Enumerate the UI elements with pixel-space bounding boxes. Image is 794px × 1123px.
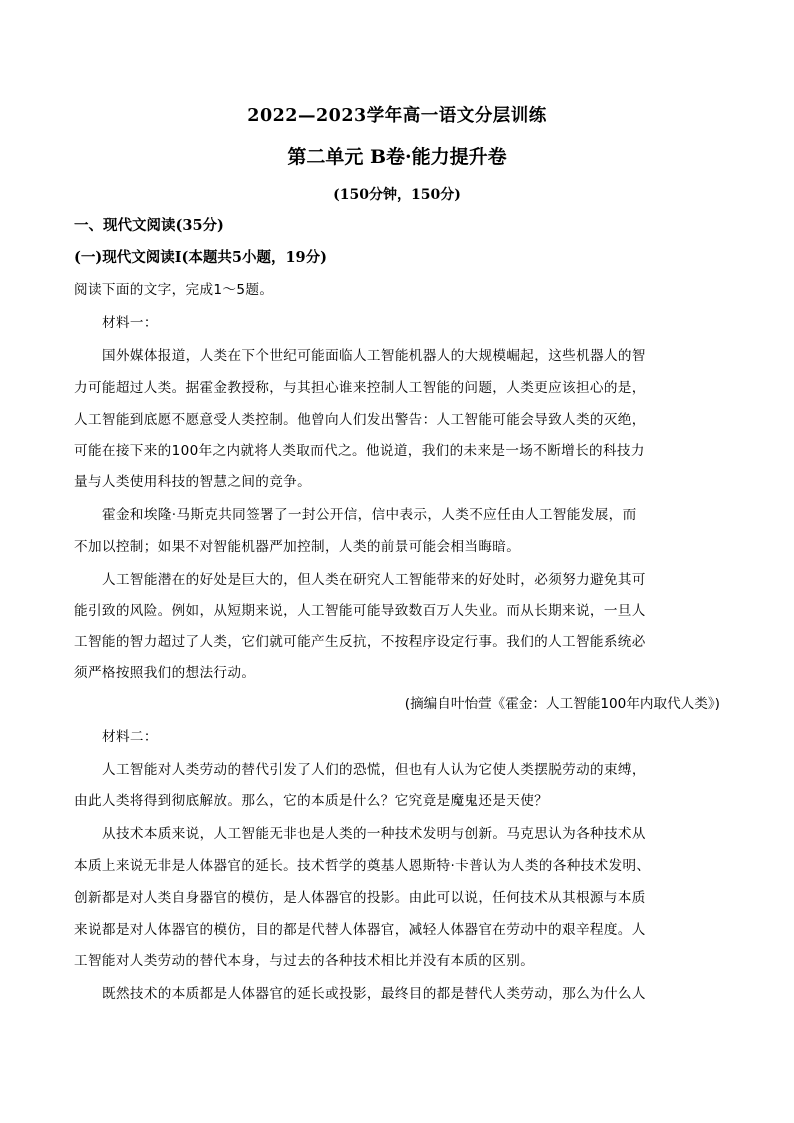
time-score: (150分钟，150分) — [333, 187, 461, 203]
paragraph-line: 不加以控制；如果不对智能机器严加控制，人类的前景可能会相当晦暗。 — [74, 539, 521, 555]
source-citation: (摘编自叶怡萱《霍金：人工智能100年内取代人类》) — [404, 696, 720, 712]
paragraph-line: 须严格按照我们的想法行动。 — [74, 665, 256, 681]
material-label: 材料二： — [102, 729, 158, 745]
paragraph-line: 人工智能到底愿不愿意受人类控制。他曾向人们发出警告：人工智能可能会导致人类的灭绝， — [74, 412, 646, 428]
paragraph-line: 人工智能对人类劳动的替代引发了人们的恐慌，但也有人认为它使人类摆脱劳动的束缚， — [102, 762, 646, 778]
paragraph-line: 能引致的风险。例如，从短期来说，人工智能可能导致数百万人失业。而从长期来说，一旦人 — [74, 603, 646, 619]
paragraph-line: 工智能对人类劳动的替代本身，与过去的各种技术相比并没有本质的区别。 — [74, 953, 535, 969]
instruction-text: 阅读下面的文字，完成1～5题。 — [74, 282, 274, 298]
paragraph-line: 力可能超过人类。据霍金教授称，与其担心谁来控制人工智能的问题，人类更应该担心的是， — [74, 380, 646, 396]
paragraph-line: 创新都是对人类自身器官的模仿，是人体器官的投影。由此可以说，任何技术从其根源与本质 — [74, 890, 646, 906]
material-label: 材料一： — [102, 315, 158, 331]
paragraph-line: 国外媒体报道，人类在下个世纪可能面临人工智能机器人的大规模崛起，这些机器人的智 — [102, 348, 646, 364]
paragraph-line: 量与人类使用科技的智慧之间的竞争。 — [74, 474, 312, 490]
document-title: 2022—2023学年高一语文分层训练 — [247, 106, 547, 126]
paragraph-line: 本质上来说无非是人体器官的延长。技术哲学的奠基人恩斯特·卡普认为人类的各种技术发明、 — [74, 858, 651, 874]
paragraph-line: 从技术本质来说，人工智能无非也是人类的一种技术发明与创新。马克思认为各种技术从 — [102, 826, 646, 842]
document-subtitle: 第二单元 B卷·能力提升卷 — [287, 146, 507, 168]
paragraph-line: 工智能的智力超过了人类，它们就可能产生反抗，不按程序设定行事。我们的人工智能系统必 — [74, 634, 646, 650]
paragraph-line: 人工智能潜在的好处是巨大的，但人类在研究人工智能带来的好处时，必须努力避免其可 — [102, 572, 646, 588]
paragraph-line: 来说都是对人体器官的模仿，目的都是代替人体器官，减轻人体器官在劳动中的艰辛程度。人 — [74, 922, 646, 938]
section-heading: 一、现代文阅读(35分) — [74, 217, 224, 234]
subsection-heading: (一)现代文阅读Ⅰ(本题共5小题，19分) — [74, 249, 327, 266]
paragraph-line: 既然技术的本质都是人体器官的延长或投影，最终目的都是替代人类劳动，那么为什么人 — [102, 986, 646, 1002]
paragraph-line: 由此人类将得到彻底解放。那么，它的本质是什么？它究竟是魔鬼还是天使？ — [74, 793, 549, 809]
paragraph-line: 霍金和埃隆·马斯克共同签署了一封公开信，信中表示，人类不应任由人工智能发展，而 — [102, 507, 637, 523]
paragraph-line: 可能在接下来的100年之内就将人类取而代之。他说道，我们的未来是一场不断增长的科技力 — [74, 443, 645, 459]
